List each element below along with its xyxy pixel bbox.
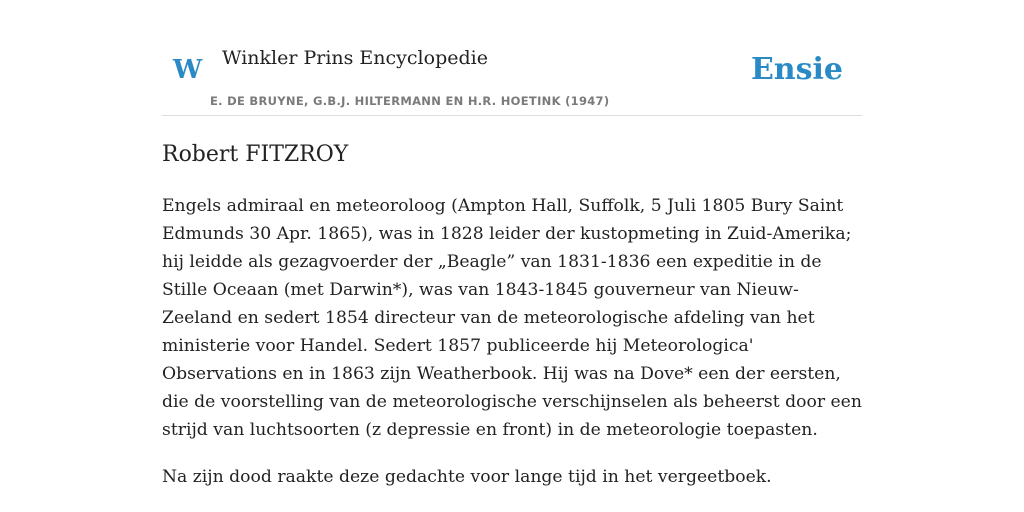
- page: [162, 0, 862, 512]
- ensie-brand-link[interactable]: Ensie: [750, 52, 843, 87]
- encyclopedia-title[interactable]: Winkler Prins Encyclopedie: [222, 47, 488, 69]
- article-title: Robert FITZROY: [162, 142, 349, 167]
- encyclopedia-authors: E. DE BRUYNE, G.B.J. HILTERMANN EN H.R. HOETINK (1947): [210, 94, 610, 108]
- article-paragraph: Engels admiraal en meteoroloog (Ampton Hall, Suffolk, 5 Juli 1805 Bury Saint Edmunds 30 Apr. 1865), was in 1828 leider der kustopmeting in Zuid-Amerika; hij leidde als gezagvoerder der „Beagle” van 1831-1836 een expeditie in de Stille Oceaan (met Darwin*), was van 1843-1845 gouverneur van Nieuw-Zeeland en sedert 1854 directeur van de meteorologische afdeling van het ministerie voor Handel. Sedert 1857 publiceerde hij Meteorologica' Observations en in 1863 zijn Weatherbook. Hij was na Dove* een der eersten, die de voorstelling van de meteorologische verschijnselen als beheerst door een strijd van luchtsoorten (z depressie en front) in de meteorologie toepasten.: [162, 196, 862, 440]
- header-divider: [162, 115, 862, 116]
- article-paragraph: Na zijn dood raakte deze gedachte voor lange tijd in het vergeetboek.: [162, 467, 772, 487]
- winkler-prins-logo[interactable]: W: [173, 55, 203, 85]
